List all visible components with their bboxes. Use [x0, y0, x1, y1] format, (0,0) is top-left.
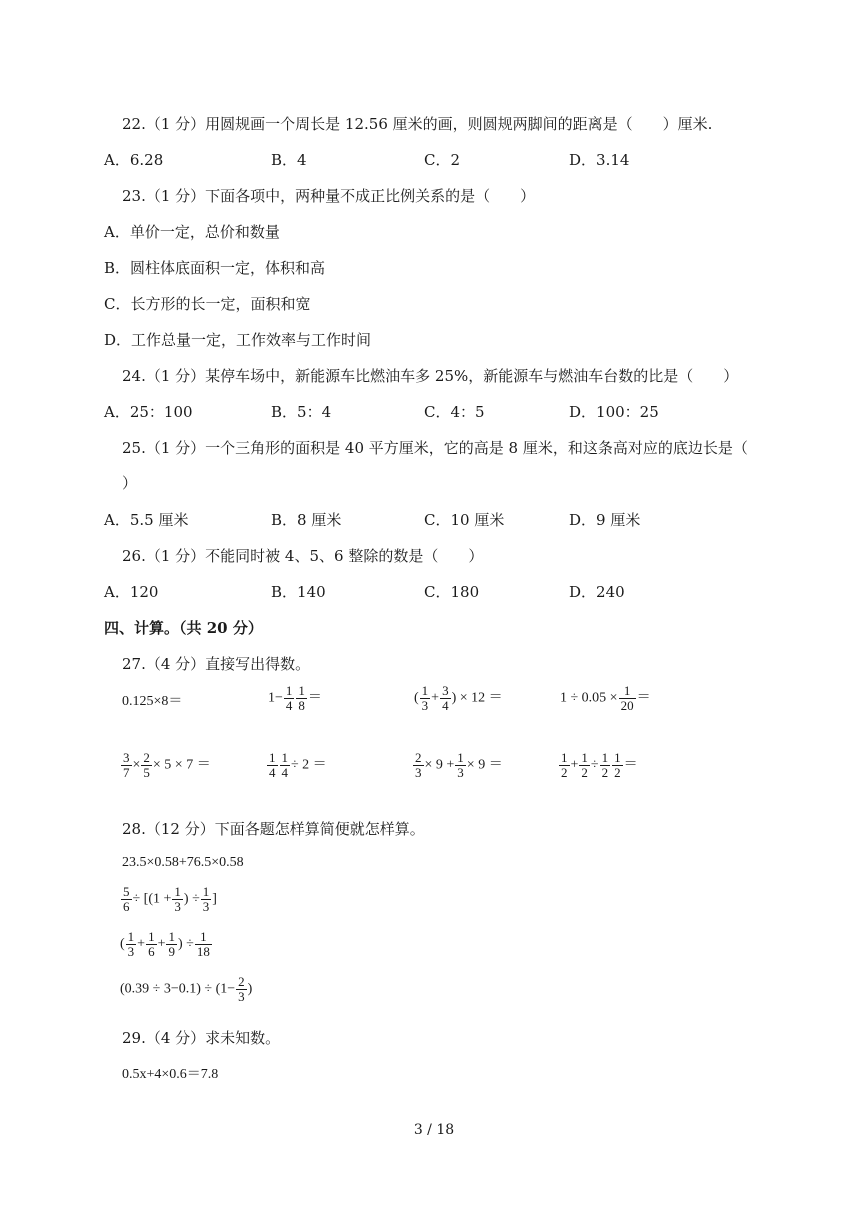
denominator: 18 — [196, 943, 210, 959]
numerator: 1 — [174, 884, 181, 899]
q25-stem: 25.（1 分）一个三角形的面积是 40 平方厘米，它的高是 8 厘米，和这条高对应的底边长是（ — [122, 439, 748, 457]
numerator: 1 — [601, 750, 609, 765]
denominator: 8 — [298, 697, 305, 713]
numerator: 1 — [581, 750, 588, 765]
q22-option-a: A．6.28 — [104, 151, 164, 169]
denominator: 2 — [601, 764, 609, 780]
expr-text: × 9 + — [424, 757, 455, 773]
expr-text: ＝ — [623, 757, 638, 773]
q24-option-d: D．100：25 — [569, 403, 659, 421]
denominator: 5 — [143, 764, 150, 780]
fraction — [172, 885, 183, 913]
q27-expr-5 — [120, 751, 211, 779]
fraction — [296, 684, 307, 712]
numerator: 1 — [285, 683, 293, 698]
fraction — [413, 751, 424, 779]
fraction — [284, 684, 295, 712]
fraction — [440, 684, 451, 712]
numerator: 1 — [281, 750, 288, 765]
fraction — [612, 751, 623, 779]
denominator: 9 — [168, 943, 175, 959]
q29-stem: 29.（4 分）求未知数。 — [122, 1029, 281, 1047]
expr-text: ) — [247, 981, 253, 997]
fraction — [455, 751, 466, 779]
q22-option-d: D．3.14 — [569, 151, 630, 169]
expr-text: × 5 × 7 ＝ — [152, 757, 211, 773]
q24-option-b: B．5：4 — [271, 403, 332, 421]
numerator: 1 — [195, 930, 212, 945]
expr-text: ＝ — [636, 690, 651, 706]
denominator: 3 — [174, 898, 181, 914]
q28-expr-1 — [122, 855, 244, 871]
fraction — [267, 751, 278, 779]
q27-stem: 27.（4 分）直接写出得数。 — [122, 655, 311, 673]
q23-option-b: B．圆柱体底面积一定，体积和高 — [104, 259, 326, 277]
denominator: 2 — [581, 764, 588, 780]
numerator: 1 — [202, 884, 210, 899]
q27-expr-1 — [122, 690, 182, 710]
q22-option-c: C．2 — [424, 151, 461, 169]
q28-expr-3 — [120, 930, 213, 958]
expr-text: × 9 ＝ — [466, 757, 503, 773]
numerator: 5 — [123, 884, 130, 899]
fraction — [280, 751, 291, 779]
q27-expr-8 — [558, 751, 638, 779]
fraction — [146, 930, 157, 958]
expr-text: ÷ — [590, 757, 599, 773]
numerator: 1 — [269, 750, 276, 765]
expr-text: ÷ [(1 + — [132, 891, 172, 907]
expr-text: + — [570, 757, 579, 773]
q27-expr-2 — [268, 684, 322, 712]
denominator: 3 — [415, 764, 422, 780]
expr-text: ( — [414, 690, 419, 706]
fraction — [619, 684, 636, 712]
fraction — [121, 751, 132, 779]
expr-text: (0.39 ÷ 3−0.1) ÷ (1− — [120, 981, 236, 997]
denominator: 3 — [238, 988, 245, 1004]
denominator: 4 — [442, 697, 449, 713]
q24-stem: 24.（1 分）某停车场中，新能源车比燃油车多 25%，新能源车与燃油车台数的比是（ ） — [122, 367, 739, 385]
fraction — [195, 930, 212, 958]
denominator: 3 — [457, 764, 464, 780]
numerator: 2 — [415, 750, 422, 765]
q23-stem: 23.（1 分）下面各项中，两种量不成正比例关系的是（ ） — [122, 187, 536, 205]
numerator: 3 — [123, 750, 130, 765]
expr-text: ] — [212, 891, 217, 907]
denominator: 2 — [614, 764, 621, 780]
q29-expr-1 — [122, 1063, 218, 1083]
denominator: 3 — [127, 943, 135, 959]
q22-option-b: B．4 — [271, 151, 307, 169]
q25-option-d: D．9 厘米 — [569, 511, 641, 529]
expr-text: 0.5x+4×0.6＝7.8 — [122, 1067, 219, 1082]
fraction — [126, 930, 137, 958]
fraction — [166, 930, 177, 958]
q24-option-c: C．4：5 — [424, 403, 485, 421]
expr-text: 1− — [268, 690, 283, 706]
expr-text: + — [137, 936, 146, 952]
expr-text: ) ÷ — [183, 891, 200, 907]
fraction — [579, 751, 590, 779]
numerator: 2 — [238, 974, 245, 989]
q26-option-d: D．240 — [569, 583, 625, 601]
denominator: 6 — [148, 943, 155, 959]
expr-text: + — [431, 690, 440, 706]
denominator: 20 — [620, 697, 634, 713]
q26-option-b: B．140 — [271, 583, 326, 601]
expr-text: 1 ÷ 0.05 × — [560, 690, 618, 706]
q27-expr-6 — [266, 751, 327, 779]
expr-text: ÷ 2 ＝ — [291, 757, 327, 773]
expr-text: × — [132, 757, 141, 773]
section-heading: 四、计算。（共 20 分） — [104, 619, 263, 637]
fraction — [201, 885, 212, 913]
q25-option-b: B．8 厘米 — [271, 511, 342, 529]
denominator: 7 — [123, 764, 130, 780]
fraction — [141, 751, 152, 779]
denominator: 4 — [269, 764, 276, 780]
fraction — [600, 751, 611, 779]
fraction — [236, 975, 247, 1003]
denominator: 4 — [285, 697, 293, 713]
q24-option-a: A．25：100 — [104, 403, 193, 421]
expr-text: ＝ — [307, 690, 322, 706]
q28-expr-4 — [120, 975, 252, 1003]
q23-option-a: A．单价一定，总价和数量 — [104, 223, 280, 241]
numerator: 1 — [561, 750, 568, 765]
q26-stem: 26.（1 分）不能同时被 4、5、6 整除的数是（ ） — [122, 547, 484, 565]
expr-text: + — [157, 936, 166, 952]
denominator: 6 — [123, 898, 130, 914]
numerator: 1 — [421, 683, 429, 698]
fraction — [559, 751, 570, 779]
numerator: 1 — [127, 929, 135, 944]
q27-expr-3 — [414, 684, 503, 712]
denominator: 4 — [281, 764, 288, 780]
expr-text: 0.125×8＝ — [122, 694, 183, 709]
q25-option-c: C．10 厘米 — [424, 511, 505, 529]
numerator: 1 — [457, 750, 464, 765]
numerator: 1 — [614, 750, 621, 765]
fraction — [420, 684, 431, 712]
expr-text: ) ÷ — [177, 936, 194, 952]
q23-option-c: C．长方形的长一定，面积和宽 — [104, 295, 311, 313]
fraction — [121, 885, 132, 913]
numerator: 3 — [442, 683, 449, 698]
expr-text: ) × 12 ＝ — [451, 690, 503, 706]
numerator: 1 — [298, 683, 305, 698]
q27-expr-4 — [560, 684, 651, 712]
q28-expr-2 — [120, 885, 217, 913]
expr-text: ( — [120, 936, 125, 952]
q25-stem-continued: ） — [122, 474, 138, 492]
q23-option-d: D．工作总量一定，工作效率与工作时间 — [104, 331, 372, 349]
numerator: 1 — [148, 929, 155, 944]
q26-option-c: C．180 — [424, 583, 480, 601]
denominator: 3 — [421, 697, 429, 713]
q26-option-a: A．120 — [104, 583, 159, 601]
denominator: 3 — [202, 898, 210, 914]
numerator: 2 — [143, 750, 150, 765]
q22-stem: 22.（1 分）用圆规画一个周长是 12.56 厘米的画，则圆规两脚间的距离是（ ）厘米. — [122, 115, 713, 133]
denominator: 2 — [561, 764, 568, 780]
numerator: 1 — [619, 684, 636, 699]
q28-stem: 28.（12 分）下面各题怎样算简便就怎样算。 — [122, 820, 425, 838]
page-number: 3 / 18 — [413, 1122, 455, 1138]
expr-text: 23.5×0.58+76.5×0.58 — [122, 855, 244, 870]
q27-expr-7 — [412, 751, 503, 779]
numerator: 1 — [168, 929, 175, 944]
q25-option-a: A．5.5 厘米 — [104, 511, 189, 529]
